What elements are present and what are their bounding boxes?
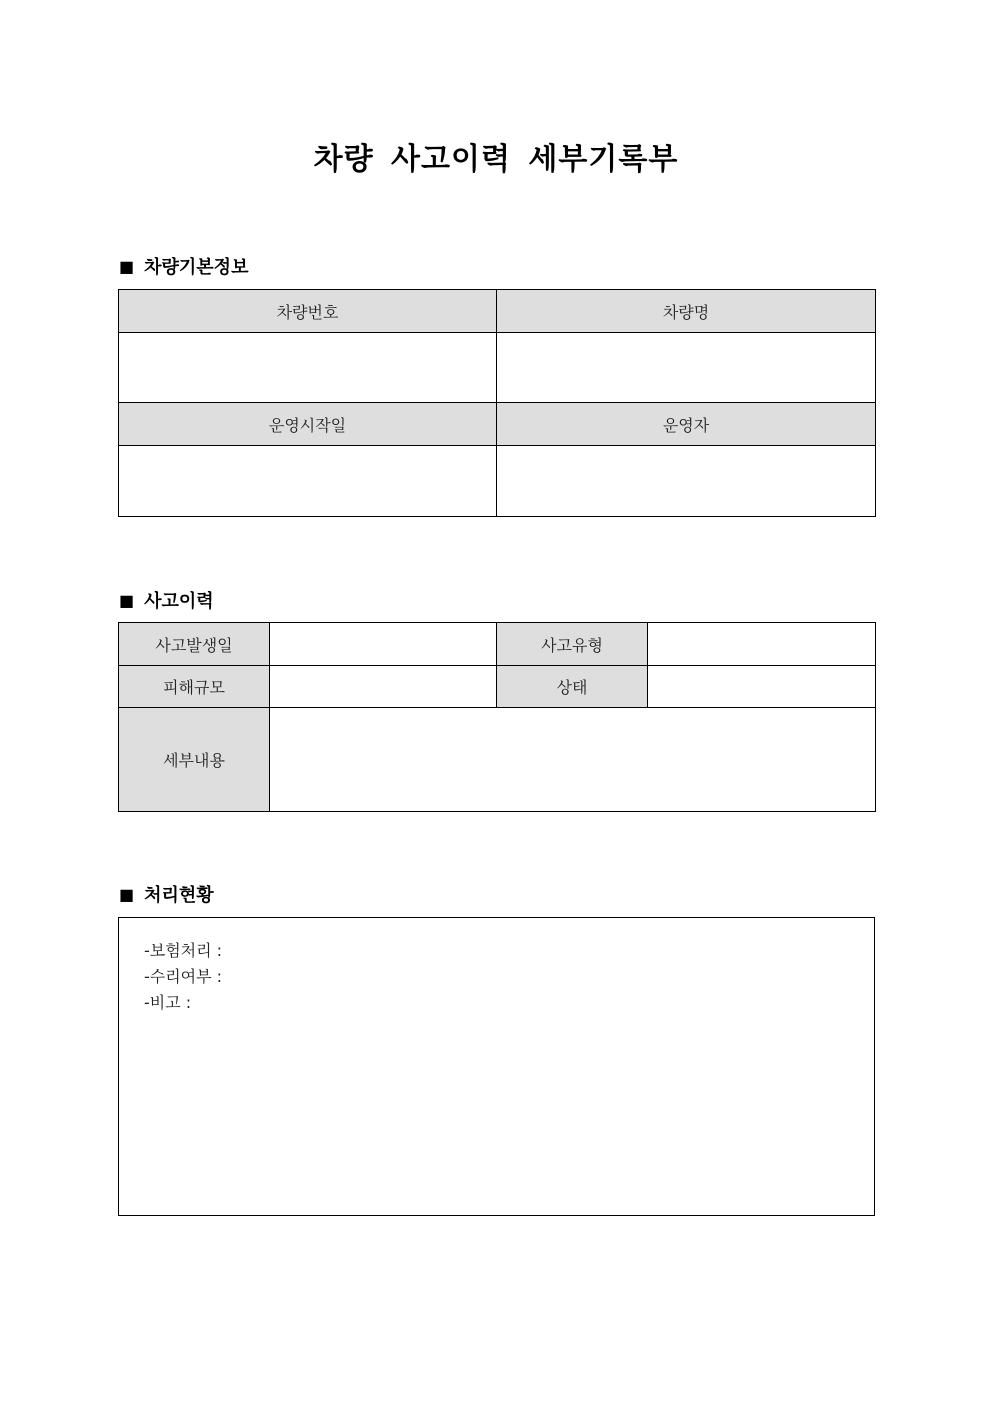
accident-date-field[interactable]: [270, 623, 497, 666]
table-row: [119, 708, 876, 812]
square-bullet-icon: ■: [119, 590, 135, 610]
repair-line: -수리여부 :: [144, 967, 223, 986]
section-heading-label: 차량기본정보: [144, 257, 249, 278]
vehicle-basic-info-table: [118, 289, 876, 517]
remarks-line: -비고 :: [144, 993, 192, 1012]
vehicle-name-label: 차량명: [497, 290, 876, 333]
damage-scale-field[interactable]: [270, 666, 497, 708]
section-heading-accident-history: [119, 587, 214, 613]
operation-start-date-label: 운영시작일: [119, 403, 497, 446]
status-field[interactable]: [648, 666, 876, 708]
processing-status-box[interactable]: [118, 917, 875, 1216]
details-label: 세부내용: [119, 708, 270, 812]
accident-history-table: [118, 622, 876, 812]
section-heading-processing-status: [119, 881, 214, 907]
table-row: [119, 666, 876, 708]
insurance-line: -보험처리 :: [144, 941, 223, 960]
vehicle-name-field[interactable]: [497, 333, 876, 403]
square-bullet-icon: ■: [119, 884, 135, 904]
processing-status-lines: [144, 938, 222, 1016]
section-heading-label: 사고이력: [144, 591, 214, 612]
table-row: [119, 623, 876, 666]
table-row: [119, 290, 876, 333]
table-row: [119, 403, 876, 446]
details-field[interactable]: [270, 708, 876, 812]
accident-type-label: 사고유형: [497, 623, 648, 666]
section-heading-basic-info: [119, 253, 248, 279]
operation-start-date-field[interactable]: [119, 446, 497, 517]
status-label: 상태: [497, 666, 648, 708]
vehicle-number-label: 차량번호: [119, 290, 497, 333]
accident-type-field[interactable]: [648, 623, 876, 666]
operator-field[interactable]: [497, 446, 876, 517]
damage-scale-label: 피해규모: [119, 666, 270, 708]
section-heading-label: 처리현황: [144, 885, 214, 906]
table-row: [119, 333, 876, 403]
operator-label: 운영자: [497, 403, 876, 446]
page-title: 차량 사고이력 세부기록부: [313, 142, 679, 177]
square-bullet-icon: ■: [119, 256, 135, 276]
vehicle-number-field[interactable]: [119, 333, 497, 403]
accident-date-label: 사고발생일: [119, 623, 270, 666]
table-row: [119, 446, 876, 517]
